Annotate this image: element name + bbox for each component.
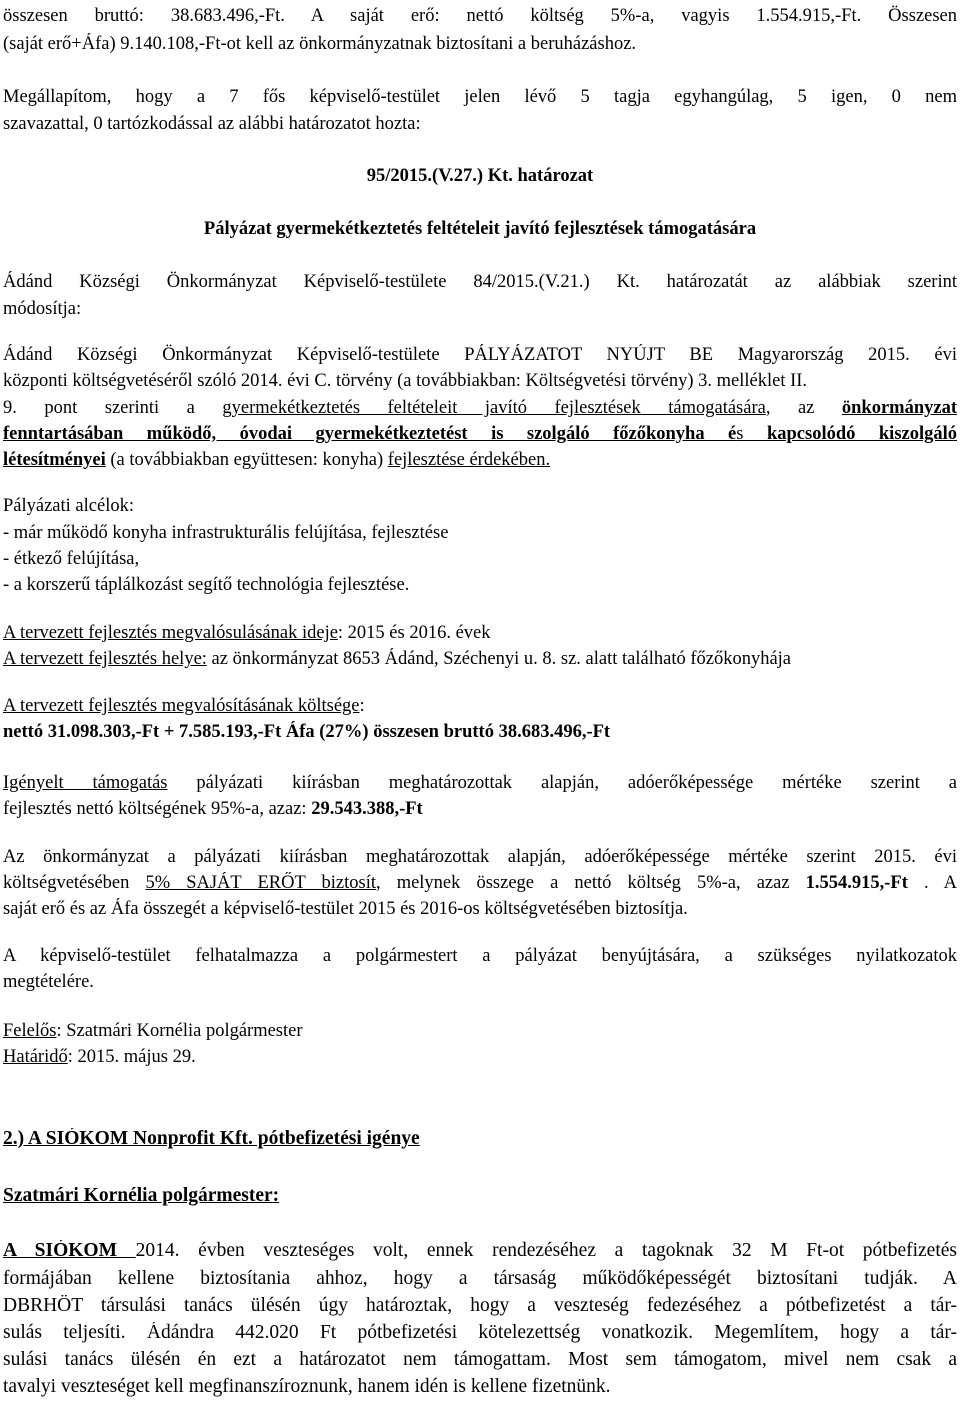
resolution-subject: Pályázat gyermekétkeztetés feltételeit javító fejlesztések támogatására [203,219,757,239]
cost-value: nettó 31.098.303,-Ft + 7.585.193,-Ft Áfa (27%) összesen bruttó 38.683.496,-Ft [3,722,611,742]
paragraph-line-2: központi költségvetéséről szóló 2014. évi C. törvény (a továbbiakban: Költségvetési törvény) 3. melléklet II. [3,371,808,391]
section-2-line-3: DBRHÖT társulási tanács ülésén úgy határoztak, hogy a veszteség fedezéséhez a pótbefizetést a tár- [3,1295,957,1316]
section-2-line-1 [3,1240,957,1263]
section-2-line-6: tavalyi veszteséget kell megfinanszíroznunk, hanem idén is kellene fizetnünk. [3,1376,611,1397]
amendment-line-2: módosítja: [3,299,82,319]
program-name: gyermekétkeztetés feltételeit javító fejlesztések támogatására [222,398,766,418]
timing-row [3,622,957,645]
place-row [3,648,957,671]
vote-line-2: szavazattal, 0 tartózkodással az alábbi határozatot hozta: [3,114,421,134]
paragraph-line-3-c: , az [765,398,842,418]
place-value: az önkormányzat 8653 Ádánd, Széchenyi u. 8. sz. alatt található főzőkonyhája [206,649,792,669]
paragraph-line-4 [3,423,957,446]
support-line-1-text: pályázati kiírásban meghatározottak alapján, adóerőképessége mértéke szerint a [167,773,957,793]
responsible-label: Felelős [3,1021,57,1041]
support-label: Igényelt támogatás [3,773,168,793]
siokom-name: A SIÓKOM [3,1240,136,1261]
paragraph-line-4-a: fenntartásában működő, óvodai gyermekétkeztetést is szolgáló főzőkonyha é [3,424,737,444]
subgoal-item: - a korszerű táplálkozást segítő technológia fejlesztése. [3,575,410,595]
responsible-row [3,1020,957,1043]
place-label: A tervezett fejlesztés helye: [3,649,207,669]
section-2-line-1-text: 2014. évben veszteséges volt, ennek rendezéséhez a tagoknak 32 M Ft-ot pótbefizetés [135,1240,957,1261]
support-line-1 [3,772,957,795]
deadline-label: Határidő [3,1047,68,1067]
resolution-number: 95/2015.(V.27.) Kt. határozat [366,166,594,186]
deadline-value: : 2015. május 29. [67,1047,196,1067]
support-amount: 29.543.388,-Ft [311,799,423,819]
support-line-2-text: fejlesztés nettó költségének 95%-a, azaz: [3,799,312,819]
paragraph-line-3-a: 9. pont szerinti a [3,398,223,418]
section-2-line-2: formájában kellene biztosítania ahhoz, hogy a társaság működőképességét biztosítani tudják. A [3,1268,957,1289]
subgoal-item: - étkező felújítása, [3,549,140,569]
paragraph-line-4-b: s [736,424,767,444]
auth-line-2: megtételére. [3,972,94,992]
speaker-name: Szatmári Kornélia polgármester: [3,1185,280,1206]
own-line-2-c: , melynek összege a nettó költség 5%-a, azaz [375,873,806,893]
paragraph-line-5-c: fejlesztése érdekében. [387,450,551,470]
paragraph-line-5-a: létesítményei [3,450,106,470]
deadline-row [3,1046,957,1069]
own-line-2 [3,872,957,895]
own-line-2-e: . A [907,873,957,893]
auth-line-1: A képviselő-testület felhatalmazza a polgármestert a pályázat benyújtására, a szükséges nyilatkozatok [3,946,957,966]
section-2-line-4: sulás teljesíti. Ádándra 442.020 Ft pótbefizetési kötelezettség vonatkozik. Megemlítem, hogy a tár- [3,1322,957,1343]
paragraph-line-5 [3,449,957,472]
intro-line-2: (saját erő+Áfa) 9.140.108,-Ft-ot kell az önkormányzatnak biztosítani a beruházáshoz. [3,34,637,54]
amendment-line-1: Ádánd Községi Önkormányzat Képviselő-testülete 84/2015.(V.21.) Kt. határozatát az alábbiak szerint [3,272,957,292]
cost-colon: : [359,696,365,716]
support-line-2 [3,798,957,821]
timing-value: : 2015 és 2016. évek [337,623,491,643]
paragraph-line-3-d: önkormányzat [841,398,957,418]
own-amount: 1.554.915,-Ft [805,873,908,893]
own-line-3: saját erő és az Áfa összegét a képviselő-testület 2015 és 2016-os költségvetésében biztosítja. [3,899,688,919]
paragraph-line-4-c: kapcsolódó kiszolgáló [766,424,957,444]
subgoal-item: - már működő konyha infrastrukturális felújítása, fejlesztése [3,523,449,543]
timing-label: A tervezett fejlesztés megvalósulásának ideje [3,623,338,643]
paragraph-line-5-b: (a továbbiakban együttesen: konyha) [105,450,388,470]
section-2-line-5: sulási tanács ülésén én ezt a határozatot nem támogattam. Most sem támogatom, mivel nem csak a [3,1349,957,1370]
vote-line-1: Megállapítom, hogy a 7 fős képviselő-testület jelen lévő 5 tagja egyhangúlag, 5 igen, 0 nem [3,87,957,107]
own-line-2-b: 5% SAJÁT ERŐT biztosít [145,873,376,893]
own-line-2-a: költségvetésében [3,873,146,893]
paragraph-line-1: Ádánd Községi Önkormányzat Képviselő-testülete PÁLYÁZATOT NYÚJT BE Magyarország 2015. évi [3,345,957,365]
own-line-1: Az önkormányzat a pályázati kiírásban meghatározottak alapján, adóerőképessége mértéke szerint 2015. évi [3,847,957,867]
intro-line-1: összesen bruttó: 38.683.496,-Ft. A saját erő: nettó költség 5%-a, vagyis 1.554.915,-Ft. Összesen [3,6,957,26]
subgoals-title: Pályázati alcélok: [3,496,134,516]
paragraph-line-3 [3,397,957,420]
cost-row [3,695,957,718]
section-2-heading: 2.) A SIÓKOM Nonprofit Kft. pótbefizetési igénye [3,1128,420,1149]
cost-label: A tervezett fejlesztés megvalósításának költsége [3,696,360,716]
responsible-value: : Szatmári Kornélia polgármester [56,1021,303,1041]
